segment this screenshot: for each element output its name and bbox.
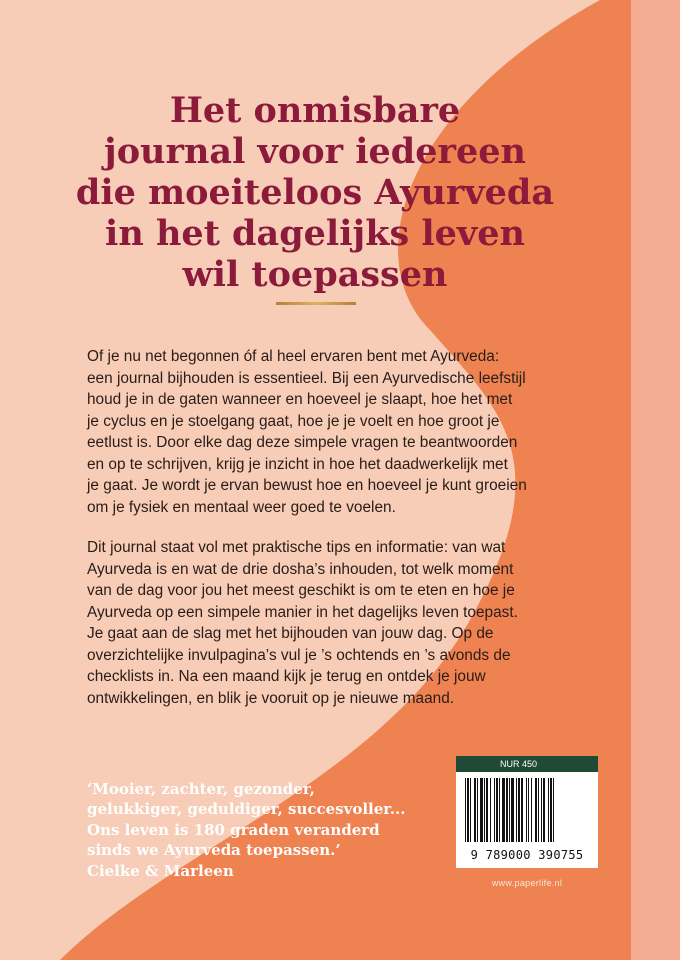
book-spine-strip — [631, 0, 680, 960]
quote-line: sinds we Ayurveda toepassen.’ — [87, 841, 341, 860]
paragraph-line: je gaat. Je wordt je ervan bewust hoe en hoeveel je kunt groeien — [87, 477, 527, 494]
description-paragraph-2 — [87, 537, 627, 709]
paragraph-line: en op te schrijven, krijg je inzicht in hoe het daadwerkelijk met — [87, 455, 508, 473]
paragraph-line: Ayurveda is en wat de drie dosha’s inhouden, tot welk moment — [87, 560, 514, 578]
headline-line: die moeiteloos Ayurveda — [75, 172, 555, 213]
headline-line: in het dagelijks leven — [105, 213, 525, 254]
paragraph-line: Dit journal staat vol met praktische tips en informatie: van wat — [87, 539, 506, 556]
paragraph-line: van de dag voor jou het meest geschikt is om te eten en hoe je — [87, 582, 515, 599]
barcode-panel — [456, 756, 598, 868]
paragraph-line: je cyclus en je stoelgang gaat, hoe je je voelt en hoe groot je — [87, 412, 500, 430]
paragraph-line: om je fysiek en mentaal weer goed te voelen. — [87, 498, 396, 516]
headline-line: wil toepassen — [182, 254, 448, 295]
isbn-number: 9 789000 390755 — [470, 848, 584, 862]
gold-divider — [276, 302, 356, 305]
quote-line: ‘Mooier, zachter, gezonder, — [87, 780, 315, 798]
testimonial-quote — [87, 779, 447, 881]
paragraph-line: Of je nu net begonnen óf al heel ervaren bent met Ayurveda: — [87, 348, 500, 365]
paragraph-line: checklists in. Na een maand kijk je terug en ontdek je jouw — [87, 668, 486, 685]
headline-line: Het onmisbare — [169, 90, 461, 131]
description-paragraph-1 — [87, 346, 627, 518]
paragraph-line: Ayurveda op een simpele manier in het dagelijks leven toepast. — [87, 603, 518, 621]
paragraph-line: Je gaat aan de slag met het bijhouden van jouw dag. Op de — [87, 625, 494, 642]
headline-line: journal voor iedereen — [104, 131, 526, 172]
publisher-website: www.paperlife.nl — [491, 878, 563, 888]
quote-attribution: Cielke & Marleen — [87, 861, 234, 880]
paragraph-line: houd je in de gaten wanneer en hoeveel je slaapt, hoe het met — [87, 391, 513, 408]
paragraph-line: ontwikkelingen, en blik je vooruit op je nieuwe maand. — [87, 689, 455, 707]
paragraph-line: een journal bijhouden is essentieel. Bij een Ayurvedische leefstijl — [87, 369, 526, 387]
quote-line: Ons leven is 180 graden veranderd — [87, 820, 380, 839]
nur-label: NUR 450 — [456, 756, 598, 772]
paragraph-line: overzichtelijke invulpagina’s vul je ’s ochtends en ’s avonds de — [87, 646, 511, 664]
barcode-bars — [465, 778, 589, 842]
paragraph-line: eetlust is. Door elke dag deze simpele vragen te beantwoorden — [87, 434, 518, 451]
quote-line: gelukkiger, geduldiger, succesvoller... — [87, 800, 406, 819]
headline — [60, 90, 570, 295]
